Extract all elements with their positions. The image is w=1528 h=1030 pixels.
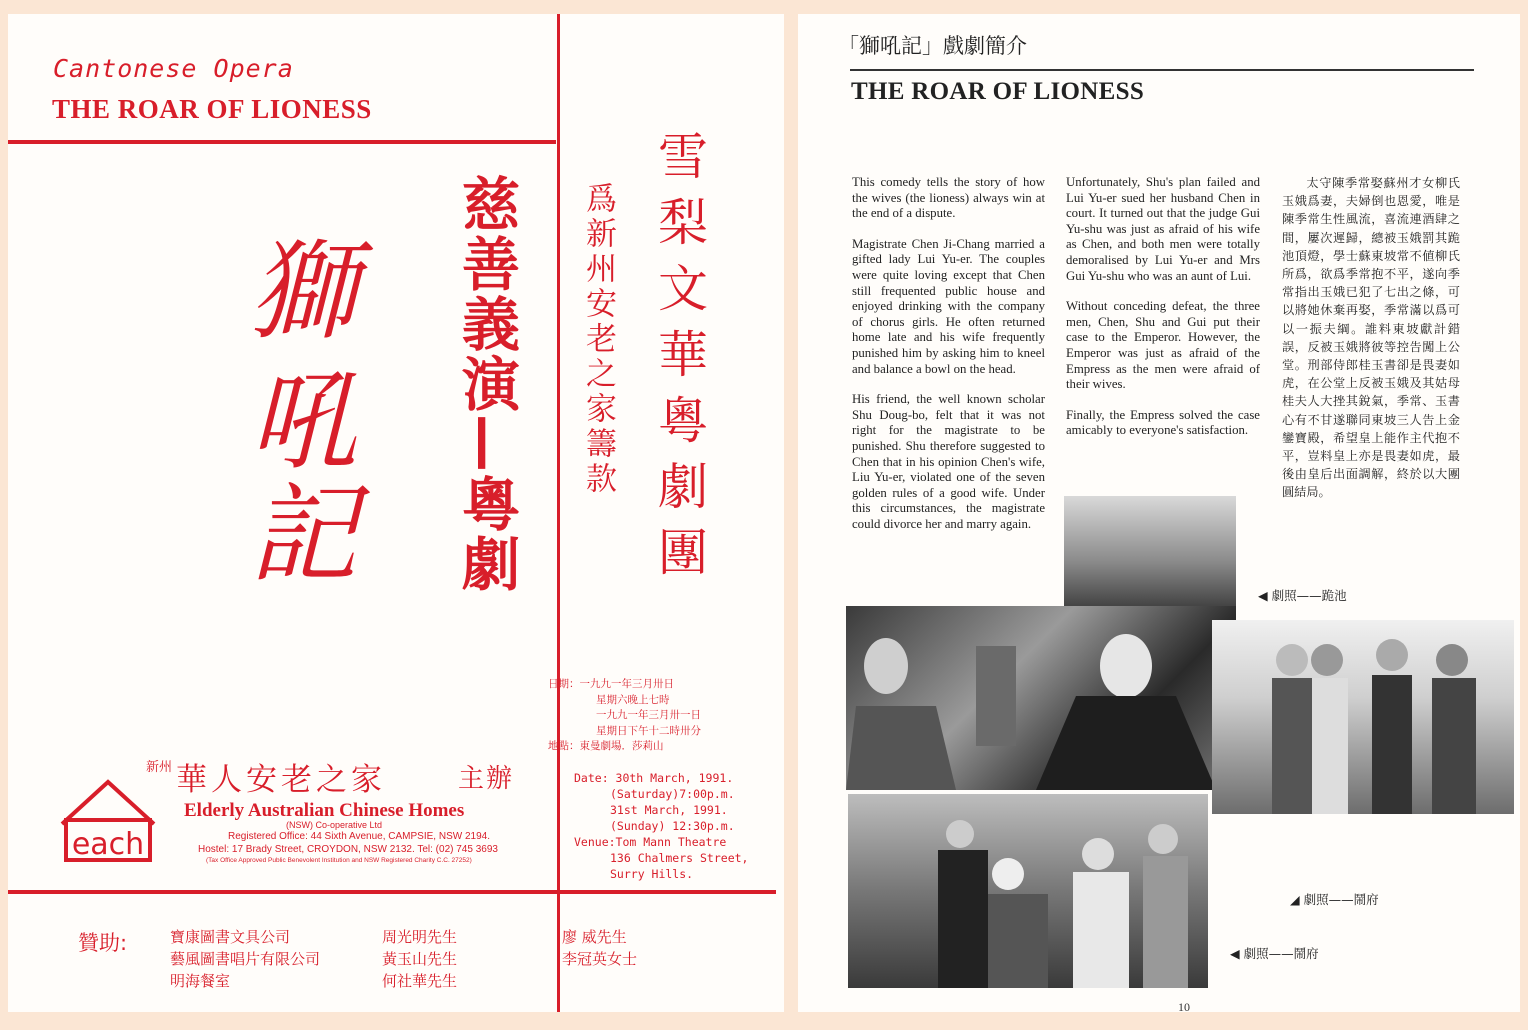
caption-arrow-icon: ◢ [1290, 892, 1300, 907]
photo-figures [1212, 620, 1514, 814]
left-page [8, 14, 784, 1012]
paragraph: Finally, the Empress solved the case amicably to everyone's satisfaction. [1066, 407, 1260, 438]
fundraise-note: 爲新州安老之家籌款 [580, 182, 616, 497]
opera-photo-large [846, 606, 1236, 790]
sponsor-item: 廖 威先生 [562, 928, 627, 946]
caption-arrow-icon: ◀ [1230, 946, 1240, 961]
title-rule [850, 69, 1474, 71]
schedule-zh-line: 日期：一九九一年三月卅日 [548, 678, 674, 690]
schedule-zh-line: 星期日下午十二時卅分 [596, 724, 701, 737]
sponsors-col-3 [562, 926, 637, 970]
photo-figures [848, 794, 1208, 988]
sponsor-item: 周光明先生 [382, 928, 458, 946]
synopsis-col-1 [852, 175, 1045, 601]
schedule-en-line: (Saturday)7:00p.m. [610, 787, 735, 801]
caption-arrow-icon: ◀ [1258, 588, 1268, 603]
caption-court-2 [1230, 944, 1319, 962]
paragraph: Unfortunately, Shu's plan failed and Lui Yu-er sued her husband Chen in court. It turned out that the judge Gui Yu-shu was just as afraid of his wife as Chen, and both men were totally demoralised by Lui Yu-er and Mrs Gui Yu-shu who was an aunt of Lui. [1066, 175, 1260, 283]
schedule-en-line: (Sunday) 12:30p.m. [610, 819, 735, 833]
schedule-en-line: Surry Hills. [610, 867, 694, 881]
bottom-rule [8, 890, 776, 894]
page-number: 10 [1178, 1000, 1190, 1014]
schedule-en [574, 770, 779, 882]
title-rule [8, 140, 556, 144]
opera-photo-kneeling [1064, 496, 1236, 606]
org-prefix: 新州 [146, 760, 173, 775]
org-tax-note: (Tax Office Approved Public Benevolent Institution and NSW Registered Charity C.C. 27252) [206, 857, 472, 864]
calligraphy-char-3: 記 [248, 473, 357, 598]
sponsor-item: 李冠英女士 [562, 950, 638, 968]
calligraphy-char-1: 獅 [248, 230, 357, 355]
schedule-zh-line: 一九九一年三月卅一日 [596, 709, 701, 721]
org-name-zh: 華人安老之家 [176, 762, 386, 798]
schedule-en-line: Venue:Tom Mann Theatre [574, 835, 727, 849]
each-logo-text: each [71, 827, 145, 862]
org-host-label: 主辦 [458, 764, 515, 794]
schedule-zh-line: 地點：東曼劇場．莎莉山 [548, 740, 664, 752]
sponsors-col-1 [170, 926, 320, 992]
poster-title: THE ROAR OF LIONESS [52, 94, 372, 124]
sponsor-item: 明海餐室 [170, 972, 231, 990]
schedule-zh-line: 星期六晚上七時 [596, 693, 670, 706]
calligraphy-char-2: 吼 [248, 360, 357, 485]
caption-text: 劇照——鬧府 [1303, 892, 1379, 907]
sponsor-item: 黃玉山先生 [382, 950, 458, 968]
sponsors-col-2 [382, 926, 457, 992]
troupe-name: 雪梨文華粵劇團 [650, 130, 708, 592]
schedule-en-line: Date: 30th March, 1991. [574, 771, 734, 785]
synopsis-title-en: THE ROAR OF LIONESS [851, 78, 1145, 105]
opera-photo-court-1 [1212, 620, 1514, 814]
org-hostel: Hostel: 17 Brady Street, CROYDON, NSW 2132. Tel: (02) 745 3693 [198, 844, 498, 855]
schedule-zh [548, 677, 748, 755]
paragraph: His friend, the well known scholar Shu Doug-bo, felt that it was not right for the magistrate to be punished. Shu therefore suggested to Chen that in his opinion Chen's wife, Liu Yu-er, violated one of the seven golden rules of a good wife. Under this circumstances, the magistrate could divorce her and marry again. [852, 392, 1045, 531]
subtitle-cantonese-opera: Cantonese Opera [53, 54, 294, 83]
each-logo [58, 774, 158, 864]
org-office: Registered Office: 44 Sixth Avenue, CAMPSIE, NSW 2194. [228, 831, 490, 842]
caption-text: 劇照——鬧府 [1243, 946, 1319, 961]
caption-text: 劇照——跪池 [1271, 588, 1347, 603]
charity-performance-title: 慈善義演—粵劇 [452, 174, 520, 594]
right-page [798, 14, 1520, 1012]
synopsis-title-zh: 「獅吼記」戲劇簡介 [838, 34, 1027, 58]
caption-kneeling [1258, 586, 1347, 604]
photo-figures [846, 606, 1236, 790]
org-coop: (NSW) Co-operative Ltd [286, 820, 383, 830]
paragraph: Without conceding defeat, the three men, Chen, Shu and Gui put their case to the Emperor. However, the Emperor was just as afraid of the Empress as the men were afraid of their wives. [1066, 299, 1260, 392]
caption-court-1 [1290, 890, 1379, 908]
vertical-divider [557, 14, 560, 1012]
schedule-en-line: 31st March, 1991. [610, 803, 728, 817]
sponsor-item: 藝風圖書唱片有限公司 [170, 950, 321, 968]
synopsis-col-2 [1066, 175, 1260, 454]
synopsis-zh: 太守陳季常娶蘇州才女柳氏玉娥爲妻，夫婦倒也恩愛，唯是陳季常生性風流，喜流連酒肆之間，屢次遲歸，總被玉娥罰其跪池頂燈，學士蘇東坡常不値柳氏所爲，欲爲季常抱不平，遂向季常指出玉娥已犯了七出之條，可以將她休棄再娶，季常滿以爲可以一振夫綱。誰料東坡獻計錯誤，反被玉娥將彼等控告闖上公堂。刑部侍郎桂玉書卻是畏妻如虎，在公堂上反被玉娥及其姑母桂夫人大挫其銳氣，季常、玉書心有不甘遂聯同東坡三人告上金鑾寶殿，希望皇上能作主代抱不平，豈料皇上亦是畏妻如虎，最後由皇后出面調解，終於以大團圓結局。 [1282, 176, 1460, 500]
opera-photo-court-2 [848, 794, 1208, 988]
sponsor-item: 何社華先生 [382, 972, 458, 990]
sponsor-item: 寶康圖書文具公司 [170, 928, 291, 946]
sponsors-label: 贊助: [78, 931, 128, 955]
org-name-en: Elderly Australian Chinese Homes [184, 800, 465, 821]
schedule-en-line: 136 Chalmers Street, [610, 851, 749, 865]
paragraph: Magistrate Chen Ji-Chang married a gifted lady Lui Yu-er. The couples were quite loving except that Chen still frequented public house and enjoyed drinking with the company of chorus girls. He often returned home late and his wife frequently punished him by asking him to kneel and balance a bowl on the head. [852, 236, 1045, 376]
paragraph: This comedy tells the story of how the wives (the lioness) always win at the end of a dispute. [852, 175, 1045, 221]
